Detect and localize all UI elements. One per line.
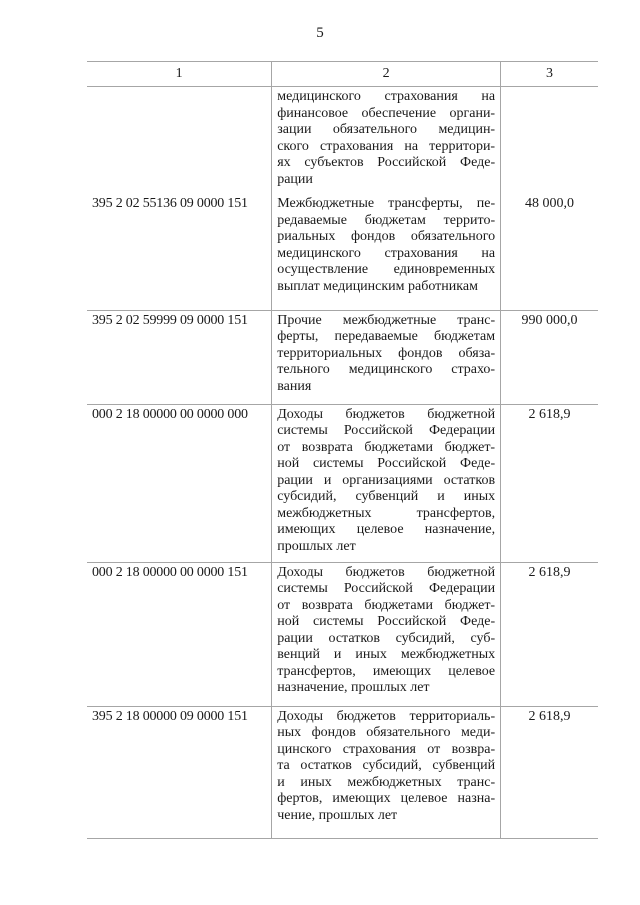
description-line: ского страхования на территори- [277,138,496,154]
description-line: субсидий, субвенций и иных [277,489,496,504]
description-line: рации остатков субсидий, суб- [277,630,496,646]
description-line: межбюджетных трансфертов, [277,505,496,521]
description-line: рации [277,171,313,187]
description-line: Межбюджетные трансферты, пе- [277,196,496,211]
description-line: венций и иных межбюджетных [277,647,496,662]
table-row [87,404,598,562]
column-header-3: 3 [501,62,598,87]
description-line: трансфертов, имеющих целевое [277,663,496,679]
description-line: назначение, прошлых лет [277,680,430,695]
description-line: ной системы Российской Феде- [277,614,496,629]
description-line: чение, прошлых лет [277,807,398,823]
description-cell [272,562,501,706]
description-line: вания [277,378,312,394]
budget-code-cell: 000 2 18 00000 00 0000 151 [87,562,272,706]
description-line: рации и организациями остатков [277,472,496,488]
description-line: осуществление единовременных [277,262,496,277]
description-cell [272,87,501,195]
amount-cell: 990 000,0 [501,310,598,404]
description-line: системы Российской Федерации [277,423,496,438]
description-line: ферты, передаваемые бюджетам [277,329,496,344]
description-line: зации обязательного медицин- [277,122,496,137]
table-row [87,194,598,310]
description-line: от возврата бюджетами бюджет- [277,597,496,613]
amount-cell: 2 618,9 [501,562,598,706]
description-line: Доходы бюджетов территориаль- [277,708,496,724]
description-line: цинского страхования от возвра- [277,741,496,757]
description-line: ных фондов обязательного меди- [277,725,496,740]
amount-cell: 48 000,0 [501,194,598,310]
description-line: медицинского страхования на [277,89,496,104]
description-line: прошлых лет [277,538,356,554]
description-line: риальных фондов обязательного [277,229,496,244]
description-line: тельного медицинского страхо- [277,362,496,377]
budget-table [87,61,598,839]
description-line: системы Российской Федерации [277,581,496,596]
column-header-1: 1 [87,62,272,87]
table-header-row [87,62,598,87]
budget-code-cell: 395 2 02 55136 09 0000 151 [87,194,272,310]
description-line: выплат медицинским работникам [277,278,478,294]
description-line: и иных межбюджетных транс- [277,774,496,790]
budget-code-cell: 395 2 02 59999 09 0000 151 [87,310,272,404]
description-line: та остатков субсидий, субвенций [277,758,496,773]
description-line: ях субъектов Российской Феде- [277,155,496,170]
table-row [87,310,598,404]
column-header-2: 2 [272,62,501,87]
table-row [87,706,598,838]
table-row [87,562,598,706]
description-line: от возврата бюджетами бюджет- [277,439,496,455]
budget-code-cell: 000 2 18 00000 00 0000 000 [87,404,272,562]
amount-cell: 2 618,9 [501,404,598,562]
budget-code-cell: 395 2 18 00000 09 0000 151 [87,706,272,838]
description-line: Прочие межбюджетные транс- [277,312,496,328]
description-line: имеющих целевое назначение, [277,522,496,537]
description-line: Доходы бюджетов бюджетной [277,564,496,580]
description-cell [272,194,501,310]
description-cell [272,404,501,562]
description-line: медицинского страхования на [277,245,496,261]
description-line: фертов, имеющих целевое назна- [277,791,496,806]
description-line: финансовое обеспечение органи- [277,105,496,121]
description-line: редаваемые бюджетам террито- [277,212,496,228]
description-cell [272,706,501,838]
page-number: 5 [316,25,324,41]
table-row [87,87,598,195]
description-line: территориальных фондов обяза- [277,345,496,361]
description-line: ной системы Российской Феде- [277,456,496,471]
description-cell [272,310,501,404]
amount-cell [501,87,598,195]
description-line: Доходы бюджетов бюджетной [277,406,496,422]
budget-code-cell [87,87,272,195]
amount-cell: 2 618,9 [501,706,598,838]
